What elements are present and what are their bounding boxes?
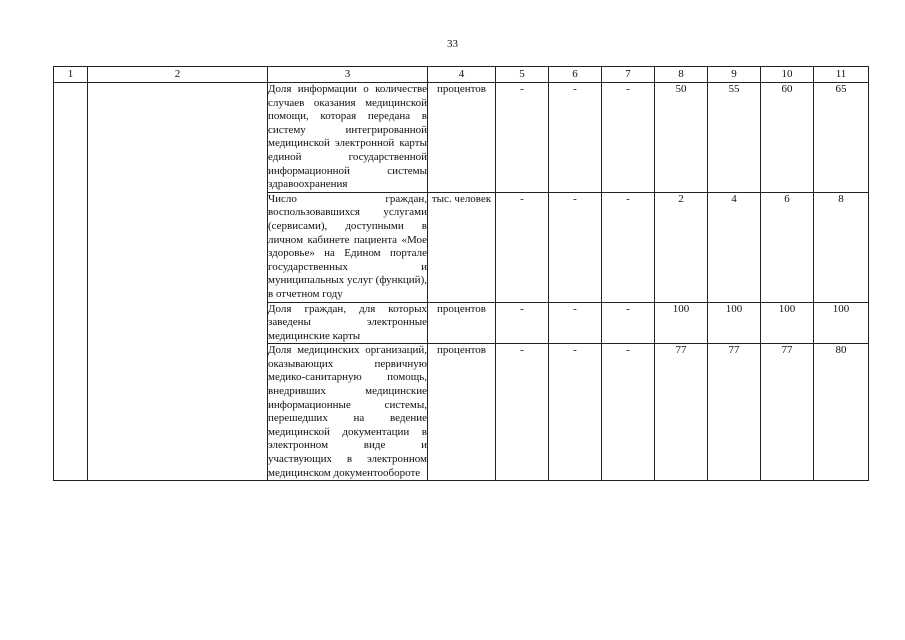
value-cell: - (602, 344, 655, 481)
value-cell: 80 (814, 344, 869, 481)
title-cell (88, 83, 268, 481)
unit-cell: процентов (428, 344, 496, 481)
value-cell: 60 (761, 83, 814, 193)
value-cell: 4 (708, 192, 761, 302)
column-header-4: 4 (428, 67, 496, 83)
value-cell: 65 (814, 83, 869, 193)
column-header-6: 6 (549, 67, 602, 83)
column-header-1: 1 (54, 67, 88, 83)
table-header (54, 67, 869, 83)
header-row (54, 67, 869, 83)
value-cell: - (496, 192, 549, 302)
value-cell: 55 (708, 83, 761, 193)
value-cell: 77 (708, 344, 761, 481)
page-number: 33 (447, 38, 458, 50)
value-cell: - (602, 302, 655, 344)
value-cell: 77 (655, 344, 708, 481)
number-cell (54, 83, 88, 481)
value-cell: - (496, 83, 549, 193)
value-cell: - (496, 302, 549, 344)
column-header-11: 11 (814, 67, 869, 83)
column-header-3: 3 (268, 67, 428, 83)
indicator-cell: Доля информации о количестве случаев оказания медицинской помощи, которая передана в систему интегрированной медицинской электронной карты единой государственной информационной системы здравоохранения (268, 83, 428, 193)
column-header-8: 8 (655, 67, 708, 83)
value-cell: - (549, 83, 602, 193)
value-cell: 77 (761, 344, 814, 481)
value-cell: 50 (655, 83, 708, 193)
value-cell: 100 (814, 302, 869, 344)
value-cell: - (549, 302, 602, 344)
column-header-5: 5 (496, 67, 549, 83)
indicator-cell: Число граждан, воспользовавшихся услугами (сервисами), доступными в личном кабинете пациента «Мое здоровье» на Едином портале государственных и муниципальных услуг (функций), в отчетном году (268, 192, 428, 302)
indicators-table (53, 66, 869, 481)
unit-cell: тыс. человек (428, 192, 496, 302)
value-cell: 6 (761, 192, 814, 302)
column-header-10: 10 (761, 67, 814, 83)
value-cell: 100 (761, 302, 814, 344)
value-cell: 8 (814, 192, 869, 302)
value-cell: - (496, 344, 549, 481)
value-cell: 100 (655, 302, 708, 344)
value-cell: - (602, 83, 655, 193)
unit-cell: процентов (428, 302, 496, 344)
table-row (54, 83, 869, 193)
column-header-7: 7 (602, 67, 655, 83)
column-header-2: 2 (88, 67, 268, 83)
value-cell: - (549, 192, 602, 302)
value-cell: 100 (708, 302, 761, 344)
unit-cell: процентов (428, 83, 496, 193)
indicator-cell: Доля медицинских организаций, оказывающих первичную медико-санитарную помощь, внедривших медицинские информационные системы, перешедших на ведение медицинской документации в электронном виде и участвующих в электронном медицинском документообороте (268, 344, 428, 481)
value-cell: 2 (655, 192, 708, 302)
value-cell: - (602, 192, 655, 302)
column-header-9: 9 (708, 67, 761, 83)
indicator-cell: Доля граждан, для которых заведены электронные медицинские карты (268, 302, 428, 344)
value-cell: - (549, 344, 602, 481)
